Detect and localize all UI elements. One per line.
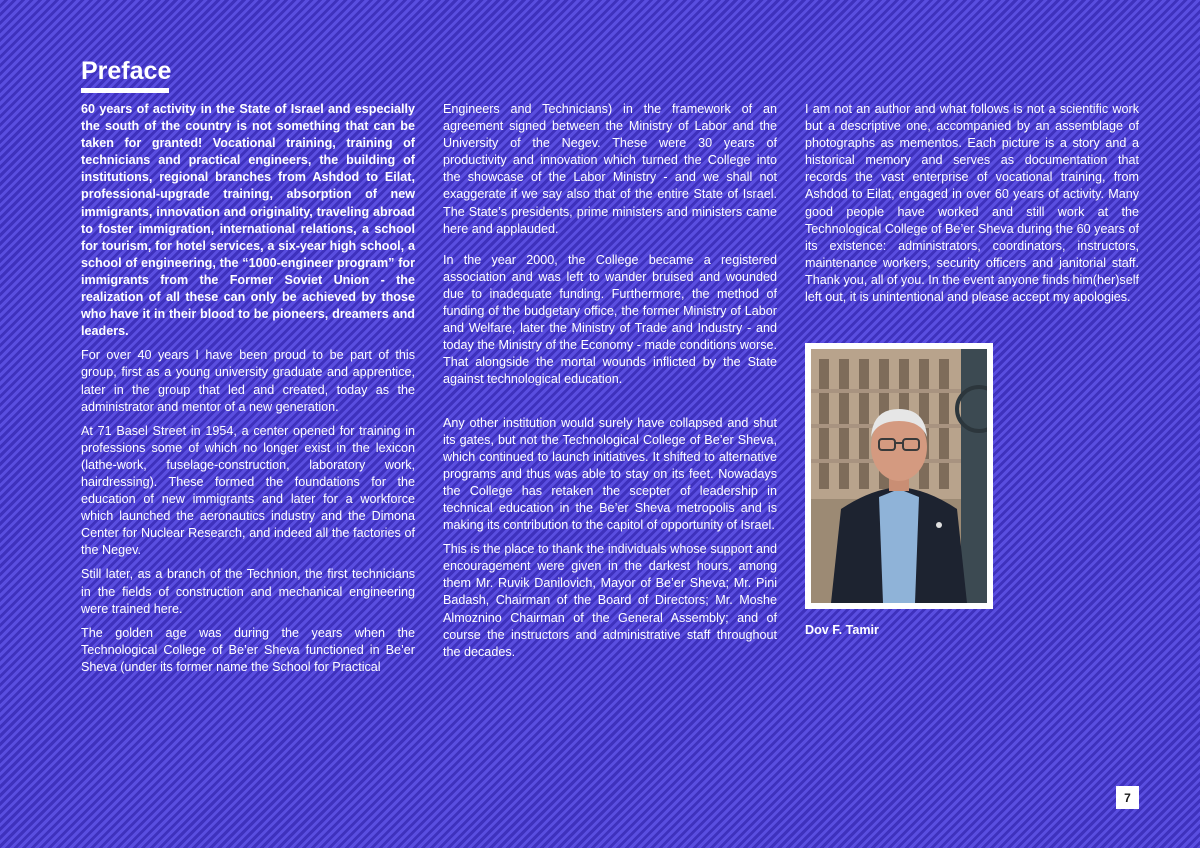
paragraph: Any other institution would surely have collapsed and shut its gates, but not the Technological College of Be’er Sheva, which continued to launch initiatives. It shifted to alternative programs and thus was able to stay on its feet. Nowadays the College has retaken the scepter of leadership in technical education in the Be’er Sheva metropolis and is making its contribution to the capitol of opportunity of Israel.: [443, 415, 777, 533]
text-column-3: [805, 101, 1139, 313]
page-number: 7: [1116, 786, 1139, 809]
intro-paragraph: 60 years of activity in the State of Israel and especially the south of the country is not something that can be taken for granted! Vocational training, training of technicians and practical engineers, the building of institutions, regional branches from Ashdod to Eilat, professional-upgrade training, absorption of new immigrants, innovation and originality, traveling abroad to foster immigration, international relations, a school for tourism, for hotel services, a six-year high school, a school of engineering, the “1000-engineer program” for immigrants from the Former Soviet Union - the realization of all these can only be achieved by those who have it in their blood to be pioneers, dreamers and leaders.: [81, 102, 415, 339]
page-title: Preface: [81, 57, 172, 85]
title-underline: [81, 88, 169, 93]
author-photo-frame: [805, 343, 993, 609]
paragraph: This is the place to thank the individuals whose support and encouragement were given in the darkest hours, among them Mr. Ruvik Danilovich, Mayor of Be’er Sheva; Mr. Pini Badash, Chairman of the Board of Directors; Mr. Moshe Almoznino Chairman of the General Assembly; and of course the instructors and administrative staff throughout the decades.: [443, 542, 777, 659]
author-signature: Dov F. Tamir: [805, 623, 879, 637]
text-column-2: [443, 101, 777, 668]
paragraph: The golden age was during the years when the Technological College of Be’er Sheva functioned in Be’er Sheva (under its former name the School for Practical: [81, 625, 415, 674]
paragraph: Engineers and Technicians) in the framework of an agreement signed between the Ministry of Labor and the University of the Negev. These were 30 years of productivity and innovation which turned the College into the showcase of the Labor Ministry - and we shall not exaggerate if we say also that of the entire State of Israel. The State’s presidents, prime ministers and ministers came here and applauded.: [443, 102, 777, 236]
author-photo: [811, 349, 987, 603]
paragraph: In the year 2000, the College became a registered association and was left to wander bruised and wounded due to inadequate funding. Furthermore, the method of funding of the budgetary office, the former Ministry of Labor and Welfare, later the Ministry of Trade and Industry - and today the Ministry of the Economy - made conditions worse. That alongside the mortal wounds inflicted by the State against technological education.: [443, 252, 777, 387]
text-column-1: [81, 101, 415, 683]
paragraph: For over 40 years I have been proud to be part of this group, first as a young university graduate and apprentice, later in the group that led and created, today as the administrator and mentor of a new generation.: [81, 348, 415, 414]
paragraph: Still later, as a branch of the Technion, the first technicians in the fields of construction and mechanical engineering were trained here.: [81, 567, 415, 616]
paragraph: I am not an author and what follows is not a scientific work but a descriptive one, accompanied by an assemblage of photographs as mementos. Each picture is a story and a historical memory and serves as documentation that records the vast enterprise of vocational training, from Ashdod to Eilat, engaged in over 60 years of activity. Many good people have worked and still work at the Technological College of Be’er Sheva during the 60 years of its existence: administrators, coordinators, instructors, maintenance workers, security officers and janitorial staff. Thank you, all of you. In the event anyone finds him(her)self left out, it is unintentional and please accept my apologies.: [805, 102, 1139, 305]
paragraph: At 71 Basel Street in 1954, a center opened for training in professions some of which no longer exist in the lexicon (lathe-work, fuselage-construction, laboratory work, hairdressing). These formed the foundations for the education of new immigrants and later for a workforce which launched the aeronautics industry and the Dimona Center for Nuclear Research, and indeed all the factories of the Negev.: [81, 423, 415, 558]
